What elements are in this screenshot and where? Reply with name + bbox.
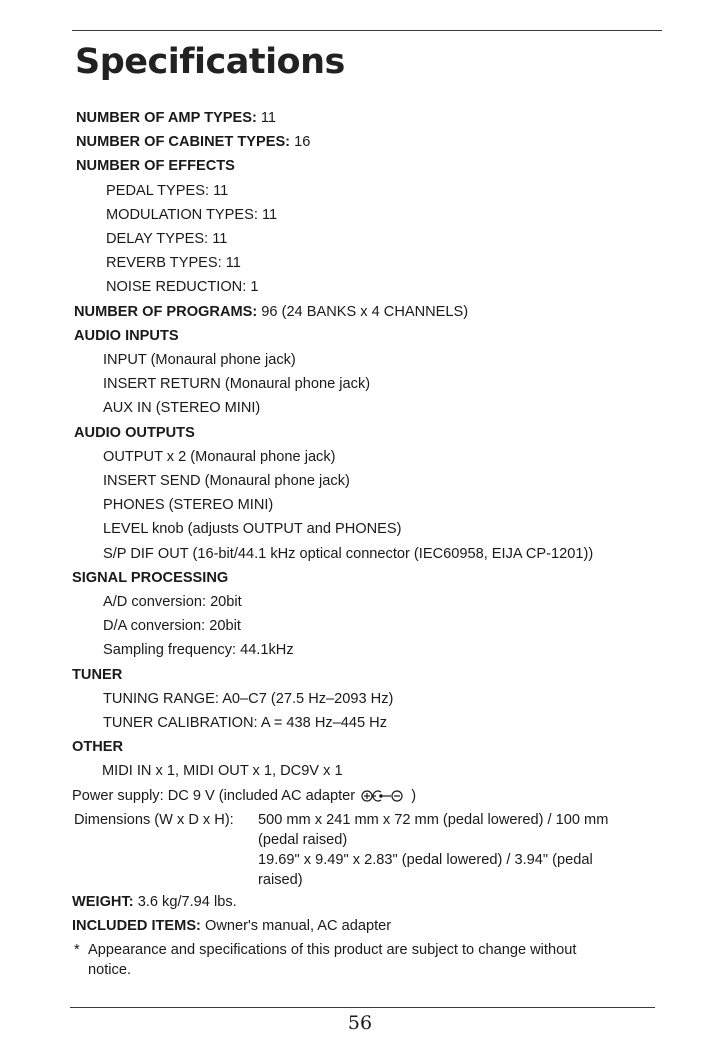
spec-item: INSERT RETURN (Monaural phone jack) [103, 376, 371, 393]
specifications-list [0, 106, 720, 980]
spec-label: INCLUDED ITEMS: [72, 918, 201, 935]
spec-item: A/D conversion: 20bit [103, 594, 242, 611]
spec-weight [0, 890, 720, 914]
spec-item: TUNER CALIBRATION: A = 438 Hz–445 Hz [103, 715, 388, 732]
spec-item: TUNING RANGE: A0–C7 (27.5 Hz–2093 Hz) [103, 690, 394, 707]
power-supply-close: ) [411, 787, 417, 804]
dimensions-line: raised) [258, 871, 303, 888]
spec-item: DELAY TYPES: 11 [106, 231, 228, 248]
page-title: Specifications [75, 42, 345, 82]
spec-item: AUX IN (STEREO MINI) [103, 400, 261, 417]
polarity-symbol-icon [361, 790, 405, 802]
spec-heading-tuner: TUNER [72, 666, 123, 683]
spec-value: Owner's manual, AC adapter [204, 918, 392, 935]
footnote-line: Appearance and specifications of this product are subject to change without [88, 942, 577, 959]
dimensions-line: 19.69" x 9.49" x 2.83" (pedal lowered) / 3.94" (pedal [258, 851, 593, 868]
spec-label: NUMBER OF AMP TYPES: [76, 110, 257, 126]
spec-value: 96 (24 BANKS x 4 CHANNELS) [261, 303, 469, 320]
spec-item: LEVEL knob (adjusts OUTPUT and PHONES) [103, 521, 402, 538]
footnote [0, 940, 720, 980]
spec-item: PEDAL TYPES: 11 [106, 182, 229, 199]
spec-label: NUMBER OF PROGRAMS: [74, 303, 258, 320]
spec-item: MIDI IN x 1, MIDI OUT x 1, DC9V x 1 [102, 763, 343, 780]
spec-cabinet-types [0, 130, 720, 154]
spec-item: REVERB TYPES: 11 [106, 255, 241, 272]
footnote-asterisk: * [74, 942, 80, 959]
spec-value: 3.6 kg/7.94 lbs. [137, 893, 237, 910]
spec-item: S/P DIF OUT (16-bit/44.1 kHz optical connector (IEC60958, EIJA CP-1201)) [103, 545, 594, 562]
spec-value: 11 [260, 110, 277, 126]
spec-heading-audio-inputs: AUDIO INPUTS [74, 327, 179, 344]
spec-value: 16 [294, 134, 311, 151]
spec-item: NOISE REDUCTION: 1 [106, 279, 259, 296]
dimensions-line: 500 mm x 241 mm x 72 mm (pedal lowered) / 100 mm [258, 811, 609, 828]
spec-item: PHONES (STEREO MINI) [103, 497, 274, 514]
dimensions-line: (pedal raised) [258, 831, 348, 848]
spec-heading-effects: NUMBER OF EFFECTS [76, 158, 235, 175]
spec-label: WEIGHT: [72, 893, 134, 910]
footnote-text [88, 940, 576, 980]
spec-heading-signal-processing: SIGNAL PROCESSING [72, 569, 229, 586]
spec-power-supply [0, 784, 720, 808]
spec-item: D/A conversion: 20bit [103, 618, 241, 635]
power-supply-text: Power supply: DC 9 V (included AC adapter [72, 787, 356, 804]
footnote-line: notice. [88, 962, 131, 979]
spec-item: Sampling frequency: 44.1kHz [103, 642, 294, 659]
page-number: 56 [347, 1012, 373, 1034]
spec-amp-types [0, 106, 720, 130]
spec-included-items [0, 914, 720, 938]
spec-item: INSERT SEND (Monaural phone jack) [103, 473, 350, 490]
spec-item: INPUT (Monaural phone jack) [103, 352, 296, 369]
dimensions-values [258, 808, 608, 890]
dimensions-label: Dimensions (W x D x H): [74, 811, 234, 828]
top-rule [72, 30, 662, 31]
spec-label: NUMBER OF CABINET TYPES: [76, 134, 291, 151]
bottom-rule [70, 1007, 655, 1008]
spec-programs [0, 300, 720, 324]
spec-heading-other: OTHER [72, 739, 124, 756]
spec-item: MODULATION TYPES: 11 [106, 206, 278, 223]
spec-item: OUTPUT x 2 (Monaural phone jack) [103, 448, 336, 465]
spec-heading-audio-outputs: AUDIO OUTPUTS [74, 424, 195, 441]
spec-dimensions [0, 808, 720, 890]
